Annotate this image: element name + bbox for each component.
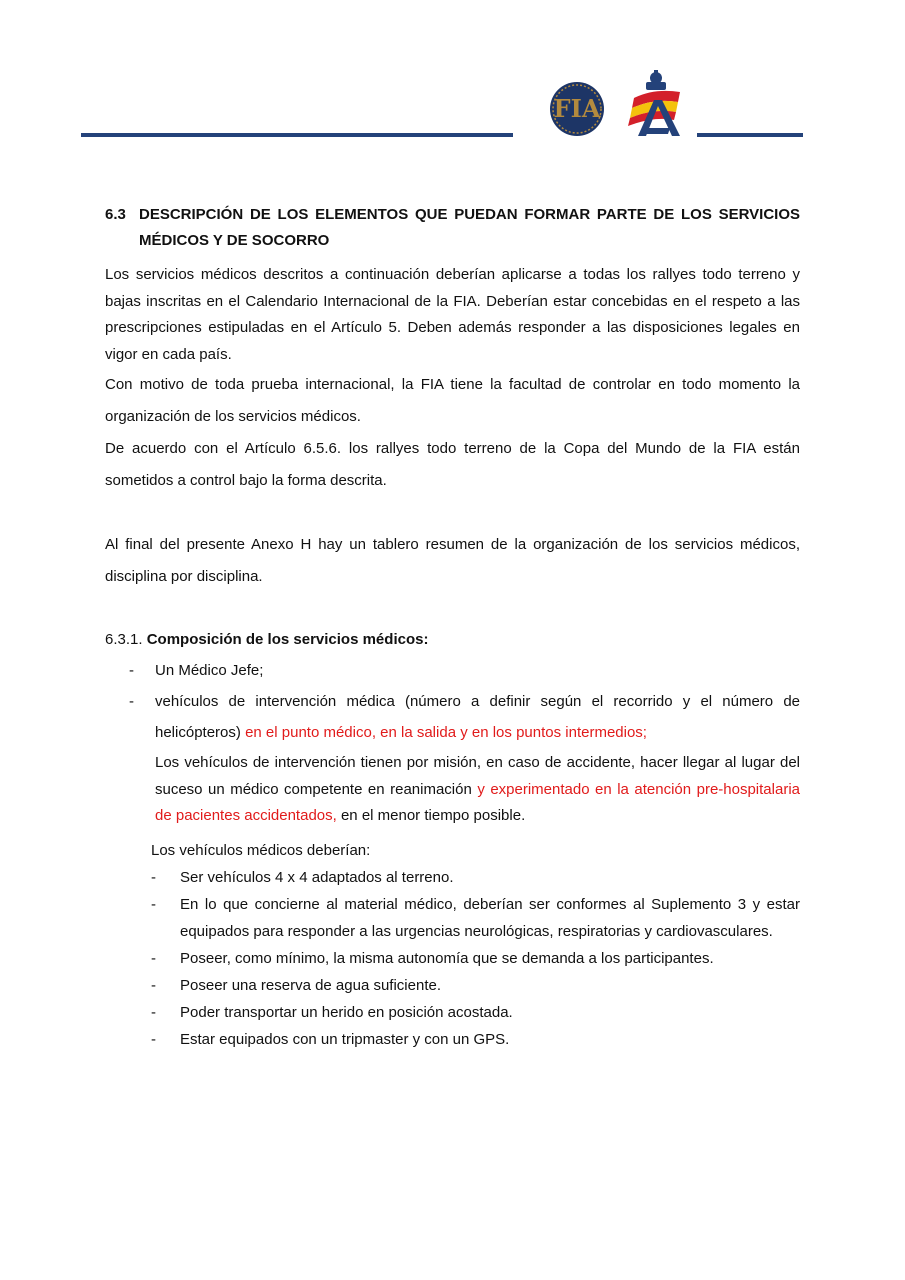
list-item-text: Poder transportar un herido en posición acostada. [180, 1003, 513, 1021]
list-item [151, 1026, 800, 1053]
vehicle-mission-note [155, 750, 800, 830]
list-dash: - [151, 1003, 156, 1021]
list-item-text: Poseer, como mínimo, la misma autonomía que se demanda a los participantes. [180, 949, 714, 967]
paragraph: De acuerdo con el Artículo 6.5.6. los rallyes todo terreno de la Copa del Mundo de la FIA están sometidos a control bajo la forma descrita. [105, 440, 800, 489]
list-item [151, 864, 800, 891]
header-rule-right [697, 133, 803, 137]
note-text: Los vehículos de intervención tienen por misión, en caso de accidente, hacer llegar al lugar del suceso un médico competente en reanimación [155, 754, 800, 798]
list-item-text: Estar equipados con un tripmaster y con un GPS. [180, 1030, 510, 1048]
note-text-red: y experimentado en la atención pre-hospitalaria de pacientes accidentados, [155, 780, 800, 824]
vehicle-requirements-list [151, 864, 800, 1053]
list-dash: - [151, 1030, 156, 1048]
note-text-end: en el menor tiempo posible. [340, 807, 526, 824]
list-item-text: Ser vehículos 4 x 4 adaptados al terreno. [180, 868, 454, 886]
vehicles-intro: Los vehículos médicos deberían: [151, 841, 371, 859]
list-item [151, 945, 800, 972]
rfeda-logo-icon [624, 70, 688, 138]
list-dash: - [151, 949, 156, 967]
section-number: 6.3 [105, 206, 126, 223]
list-item [129, 655, 800, 686]
list-item [129, 686, 800, 748]
paragraph: Al final del presente Anexo H hay un tablero resumen de la organización de los servicios médicos, disciplina por disciplina. [105, 536, 800, 585]
paragraph: Con motivo de toda prueba internacional, la FIA tiene la facultad de controlar en todo momento la organización de los servicios médicos. [105, 376, 800, 425]
list-item [151, 999, 800, 1026]
list-item-text: Poseer una reserva de agua suficiente. [180, 976, 441, 994]
list-item-text-red: en el punto médico, en la salida y en los puntos intermedios; [245, 724, 647, 741]
list-dash: - [151, 976, 156, 994]
list-dash: - [129, 662, 134, 679]
paragraph: Los servicios médicos descritos a continuación deberían aplicarse a todas los rallyes todo terreno y bajas inscritas en el Calendario Internacional de la FIA. Deberían estar concebidas en el respeto a las prescripciones estipuladas en el Artículo 5. Deben además responder a las disposiciones legales en vigor en cada país. [105, 266, 800, 363]
section-title: DESCRIPCIÓN DE LOS ELEMENTOS QUE PUEDAN FORMAR PARTE DE LOS SERVICIOS MÉDICOS Y DE SOCORRO [139, 206, 800, 249]
fia-logo-text: FIA [553, 94, 601, 123]
list-item-text: En lo que concierne al material médico, deberían ser conformes al Suplemento 3 y estar equipados para responder a las urgencias neurológicas, respiratorias y cardiovasculares. [180, 895, 800, 940]
subsection-heading [105, 625, 800, 655]
list-item [151, 891, 800, 945]
list-item [151, 972, 800, 999]
content [105, 202, 800, 1053]
subsection-number: 6.3.1. [105, 631, 143, 648]
list-dash: - [129, 693, 134, 710]
list-item-text-main: vehículos de intervención médica (número a definir según el recorrido y el número de helicópteros) [155, 693, 800, 741]
list-dash: - [151, 868, 156, 886]
list-dash: - [151, 895, 156, 913]
fia-logo-icon [536, 80, 618, 138]
header-rule-left [81, 133, 513, 137]
list-item-text [155, 686, 800, 748]
subsection-title: Composición de los servicios médicos: [146, 631, 429, 648]
list-item-text: Un Médico Jefe; [155, 662, 264, 679]
section-heading [105, 202, 800, 254]
composition-list [129, 655, 800, 748]
